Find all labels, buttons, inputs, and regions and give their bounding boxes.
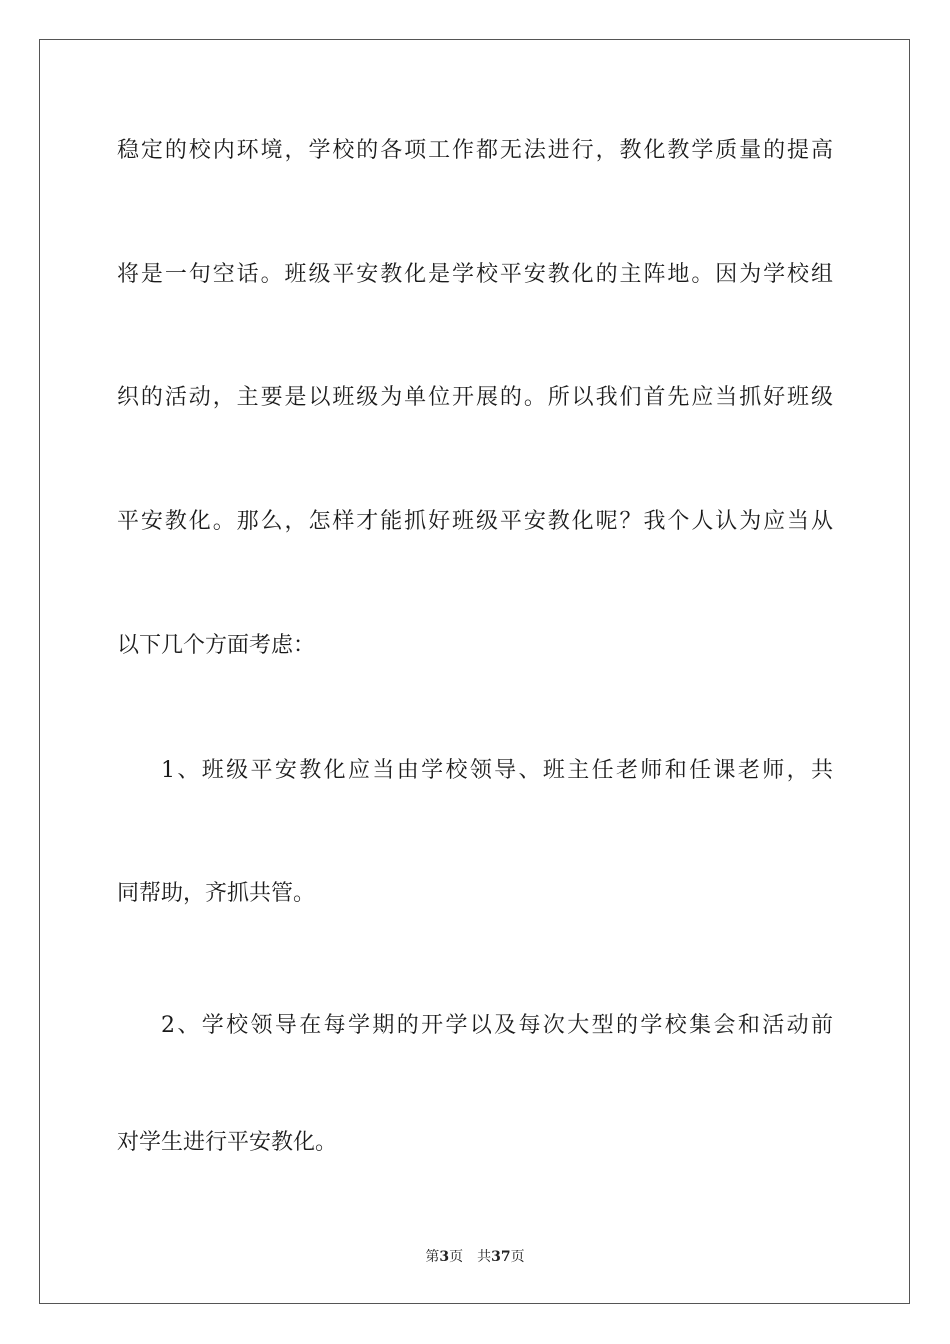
text-line: 2、学校领导在每学期的开学以及每次大型的学校集会和活动前 [161, 1013, 833, 1038]
footer-page-suffix: 页 [449, 1249, 464, 1265]
text-line: 平安教化。那么，怎样才能抓好班级平安教化呢？我个人认为应当从 [117, 509, 833, 534]
footer-prefix: 第 [425, 1249, 440, 1265]
footer-total-prefix: 共 [477, 1249, 492, 1265]
footer-total-pages: 37 [491, 1249, 511, 1265]
text-line: 织的活动，主要是以班级为单位开展的。所以我们首先应当抓好班级 [117, 385, 833, 410]
page-footer [0, 1247, 950, 1267]
text-line: 对学生进行平安教化。 [117, 1130, 338, 1155]
footer-total-suffix: 页 [510, 1249, 525, 1265]
text-line: 将是一句空话。班级平安教化是学校平安教化的主阵地。因为学校组 [117, 262, 833, 287]
text-line: 同帮助，齐抓共管。 [117, 881, 316, 906]
page-frame [39, 39, 910, 1304]
text-line: 稳定的校内环境，学校的各项工作都无法进行，教化教学质量的提高 [117, 138, 833, 163]
footer-page-number: 3 [439, 1249, 450, 1265]
text-line: 1、班级平安教化应当由学校领导、班主任老师和任课老师，共 [161, 758, 833, 783]
text-line: 以下几个方面考虑： [117, 633, 316, 658]
